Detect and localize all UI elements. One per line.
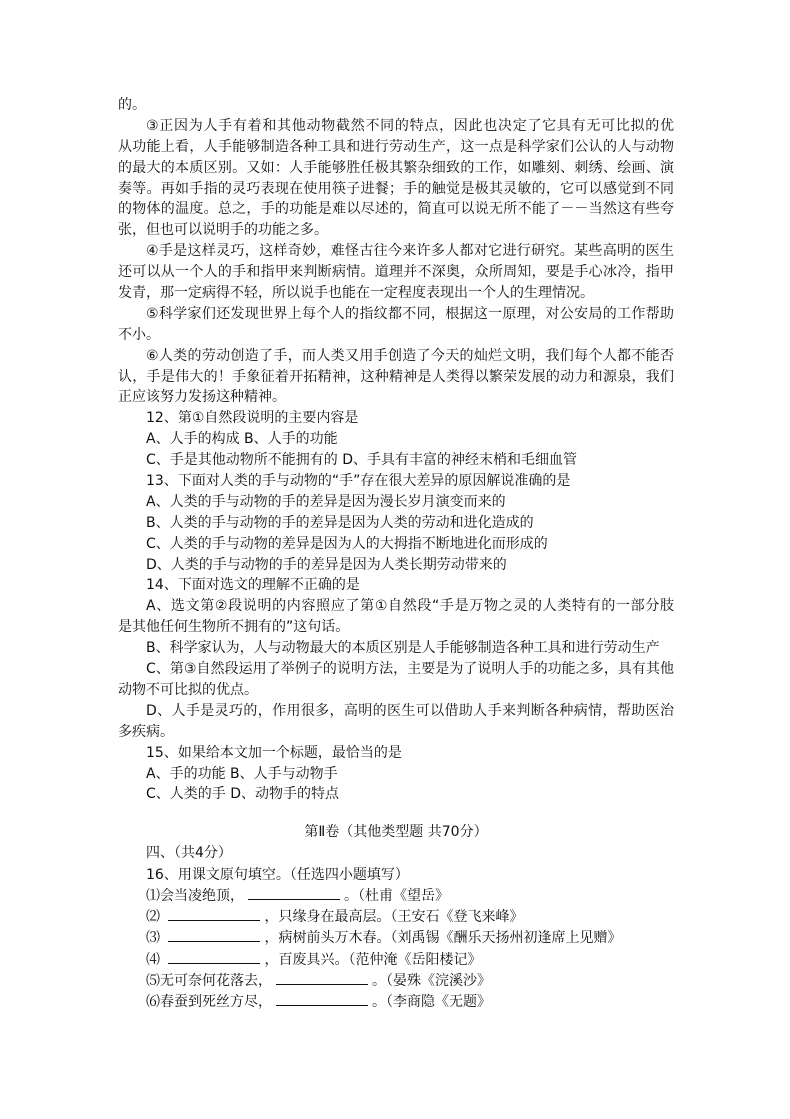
question-12-stem: 12、第①自然段说明的主要内容是 [146,410,359,427]
fill-item-3 [118,928,674,949]
question-15-stem: 15、如果给本文加一个标题，最恰当的是 [146,744,402,761]
fill-item-suffix: ，百废具兴。（范仲淹《岳阳楼记》 [264,951,482,968]
paragraph-4-line: ④手是这样灵巧，这样奇妙，难怪古往今来许多人都对它进行研究。某些高明的医生 [146,243,674,260]
paragraph-3-line: 张，但也可以说明手的功能之多。 [118,222,328,239]
fill-item-suffix: 。（李商隐《无题》 [372,994,491,1011]
paragraph-4-line: 发青，那一定病得不轻，所以说手也能在一定程度表现出一个人的生理情况。 [118,285,594,302]
answer-blank[interactable] [248,887,340,900]
answer-blank[interactable] [276,972,368,985]
question-14-option-a: A、选文第②段说明的内容照应了第①自然段“手是万物之灵的人类特有的一部分肢 [146,598,674,615]
question-14-option-c: C、第③自然段运用了举例子的说明方法，主要是为了说明人手的功能之多，具有其他 [146,661,674,678]
question-15-options-cd: C、人类的手 D、动物手的特点 [146,786,340,803]
paragraph-3-line: 的最大的本质区别。又如：人手能够胜任极其繁杂细致的工作，如雕刻、刺绣、绘画、演 [118,159,674,176]
fill-item-prefix: ⑹春蚕到死丝方尽， [146,994,272,1011]
question-14-option-b: B、科学家认为，人与动物最大的本质区别是人手能够制造各种工具和进行劳动生产 [146,640,660,657]
fill-item-prefix: ⑸无可奈何花落去， [146,973,272,990]
fill-item-suffix: 。（杜甫《望岳》 [344,887,449,904]
reading-passage [118,95,674,805]
paragraph-5-line: ⑤科学家们还发现世界上每个人的指纹都不同，根据这一原理，对公安局的工作帮助 [146,305,674,322]
question-14-stem: 14、下面对选文的理解不正确的是 [146,577,360,594]
question-16-stem: 16、用课文原句填空。（任选四小题填写） [146,866,409,883]
answer-blank[interactable] [168,929,260,942]
fill-item-suffix: ，病树前头万木春。（刘禹锡《酬乐天扬州初逢席上见赠》 [264,930,622,947]
fill-item-prefix: ⑷ [146,951,165,968]
answer-blank[interactable] [168,908,260,921]
paragraph-line: 的。 [118,97,146,113]
paragraph-5-line: 不小。 [118,326,160,343]
question-13-stem: 13、下面对人类的手与动物的“手”存在很大差异的原因解说准确的是 [146,473,571,490]
question-13-option-d: D、人类的手与动物的手的差异是因为人类长期劳动带来的 [146,556,507,573]
paragraph-4-line: 还可以从一个人的手和指甲来判断病情。道理并不深奥，众所周知，要是手心冰冷，指甲 [118,264,674,281]
question-14-option-a-cont: 是其他任何生物所不拥有的”这句话。 [118,619,350,636]
question-13-option-a: A、人类的手与动物的手的差异是因为漫长岁月演变而来的 [146,493,506,510]
paragraph-3-line: 奏等。再如手指的灵巧表现在使用筷子进餐；手的触觉是极其灵敏的，它可以感觉到不同 [118,180,674,197]
answer-blank[interactable] [168,951,260,964]
question-12-options-cd: C、手是其他动物所不能拥有的 D、手具有丰富的神经末梢和毛细血管 [146,452,578,469]
answer-blank[interactable] [276,993,368,1006]
question-13-option-b: B、人类的手与动物的手的差异是因为人类的劳动和进化造成的 [146,514,534,531]
fill-item-4 [118,950,674,971]
section-2-title: 第Ⅱ卷（其他类型题 共70分） [304,824,488,840]
paragraph-3-line: 的物体的温度。总之，手的功能是难以尽述的，简直可以说无所不能了－－当然这有些夸 [118,201,674,218]
section-2 [118,822,674,1014]
fill-item-suffix: 。（晏殊《浣溪沙》 [372,973,491,990]
part-heading: 四、（共4分） [146,845,232,862]
fill-item-2 [118,907,674,928]
fill-item-6 [118,992,674,1013]
fill-item-5 [118,971,674,992]
fill-item-prefix: ⑴会当凌绝顶， [146,887,244,904]
paragraph-6-line: ⑥人类的劳动创造了手，而人类又用手创造了今天的灿烂文明，我们每个人都不能否 [146,347,674,364]
question-13-option-c: C、人类的手与动物的差异是因为人的大拇指不断地进化而形成的 [146,535,548,552]
question-14-option-d: D、人手是灵巧的，作用很多，高明的医生可以借助人手来判断各种病情，帮助医治 [146,702,674,719]
question-12-options-ab: A、人手的构成 B、人手的功能 [146,431,338,448]
paragraph-3-line: ③正因为人手有着和其他动物截然不同的特点，因此也决定了它具有无可比拟的优 [146,117,674,134]
question-15-options-ab: A、手的功能 B、人手与动物手 [146,765,338,782]
fill-item-suffix: ，只缘身在最高层。（王安石《登飞来峰》 [264,909,524,926]
paragraph-6-line: 正应该努力发扬这种精神。 [118,389,286,406]
fill-item-prefix: ⑵ [146,909,165,926]
question-14-option-d-cont: 多疾病。 [118,723,174,740]
paragraph-3-line: 从功能上看，人手能够制造各种工具和进行劳动生产，这一点是科学家们公认的人与动物 [118,138,674,155]
paragraph-6-line: 认，手是伟大的！手象征着开拓精神，这种精神是人类得以繁荣发展的动力和源泉，我们 [118,368,674,385]
question-14-option-c-cont: 动物不可比拟的优点。 [118,681,258,698]
fill-item-1 [118,886,674,907]
fill-item-prefix: ⑶ [146,930,165,947]
